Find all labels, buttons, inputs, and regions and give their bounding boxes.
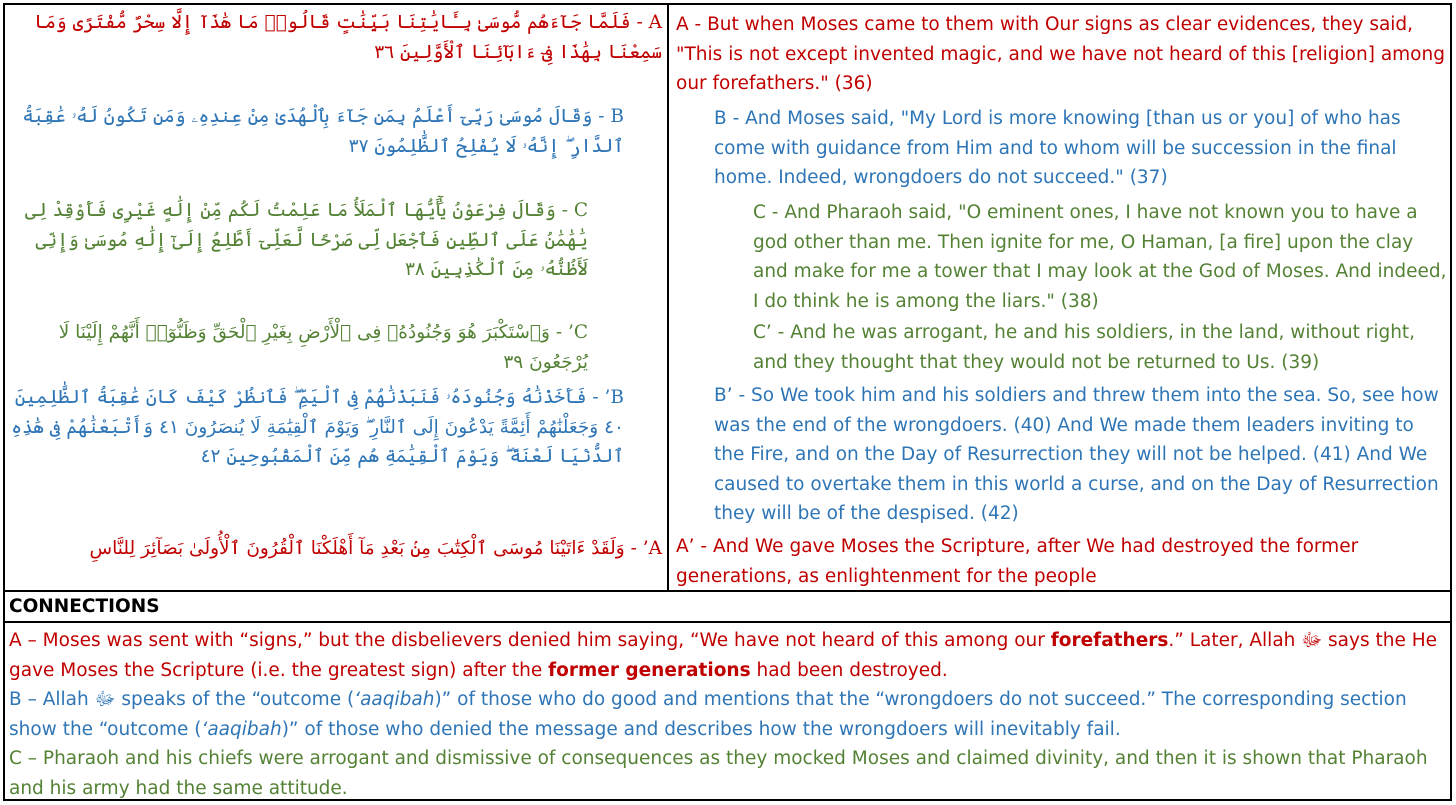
english-verse-a-prime: A’ - And We gave Moses the Scripture, after We had destroyed the former generations, as enlightenment for the people — [676, 536, 1359, 587]
english-verse-b-prime: B’ - So We took him and his soldiers and threw them into the sea. So, see how was the end of the wrongdoers. (40) And We made them leaders inviting to the Fire, and on the Day of Resurrection they will not be helped. (41) And We caused to overtake them in this world a curse, and on the Day of Resurrection they will be of the despised. (42) — [714, 385, 1439, 524]
arabic-verse-c-prime: C’ - وَٱسْتَكْبَرَ هُوَ وَجُنُودُهُۥ فِى ٱلْأَرْضِ بِغَيْرِ ٱلْحَقِّ وَظَنُّوٓا۟ أَنَّهُمْ إِلَيْنَا لَا يُرْجَعُونَ ٣٩ — [58, 322, 588, 373]
connection-b-italic-1: ‘aaqibah — [354, 689, 435, 710]
connection-a-text-1: A – Moses was sent with “signs,” but the disbelievers denied him saying, “We have not heard of this among our — [9, 630, 1051, 651]
connection-b-text-2: )” of those who do good and mentions that the “wrongdoers do not succeed.” The corresponding section show the “outcome ( — [9, 689, 1407, 740]
column-divider — [667, 3, 669, 591]
connection-a-bold-2: former generations — [548, 659, 751, 681]
arabic-verse-b-prime: B’ - فَأَخَذْنَٰهُ وَجُنُودَهُۥ فَنَبَذْنَٰهُمْ فِى ٱلْيَمِّ ۖ فَٱنظُرْ كَيْفَ كَانَ عَٰقِبَةُ ٱلظَّٰلِمِينَ ٤٠ وَجَعَلْنَٰهُمْ أَئِمَّةً يَدْعُونَ إِلَى ٱلنَّارِ ۖ وَيَوْمَ ٱلْقِيَٰمَةِ لَا يُنصَرُونَ ٤١ وَأَتْبَعْنَٰهُمْ فِى هَٰذِهِ ٱلدُّنْيَا لَعْنَةً ۖ وَيَوْمَ ٱلْقِيَٰمَةِ هُم مِّنَ ٱلْمَقْبُوحِينَ ٤٢ — [11, 387, 624, 467]
arabic-verse-a: A - فَلَمَّا جَآءَهُم مُّوسَىٰ بِـَٔايَٰتِنَا بَيِّنَٰتٍ قَالُوا۟ مَا هَٰذَآ إِلَّا سِحْرٌ مُّفْتَرًى وَمَا سَمِعْنَا بِهَٰذَا فِىٓ ءَابَآئِنَا ٱلْأَوَّلِينَ ٣٦ — [34, 12, 662, 63]
connection-b-italic-2: ‘aaqibah — [201, 718, 282, 740]
english-verse-a: A - But when Moses came to them with Our signs as clear evidences, they said, "This is not except invented magic, and we have not heard of this [religion] among our forefathers." (36) — [676, 14, 1445, 94]
connection-a-text-2: .” Later, Allah ﷻ says the He gave Moses the Scripture (i.e. the greatest sign) after the — [9, 630, 1438, 681]
arabic-verse-b: B - وَقَالَ مُوسَىٰ رَبِّىٓ أَعْلَمُ بِمَن جَآءَ بِٱلْهُدَىٰ مِنْ عِندِهِۦ وَمَن تَكُونُ لَهُۥ عَٰقِبَةُ ٱلدَّارِ ۖ إِنَّهُۥ لَا يُفْلِحُ ٱلظَّٰلِمُونَ ٣٧ — [22, 106, 624, 157]
connection-b — [9, 685, 1445, 744]
english-verse-c: C - And Pharaoh said, "O eminent ones, I have not known you to have a god other than me. Then ignite for me, O Haman, [a fire] upon the clay and make for me a tower that I may look at the God of Moses. And indeed, I do think he is among the liars." (38) — [753, 202, 1447, 312]
heading-divider — [3, 621, 1452, 623]
english-verse-b: B - And Moses said, "My Lord is more knowing [than us or you] of who has come with guidance from Him and to whom will be succession in the final home. Indeed, wrongdoers do not succeed." (37) — [714, 108, 1401, 188]
connection-a-bold-1: forefathers — [1050, 630, 1169, 651]
connection-b-text-1: B – Allah ﷻ speaks of the “outcome ( — [9, 689, 355, 710]
arabic-verse-a-prime: A’ - وَلَقَدْ ءَاتَيْنَا مُوسَى ٱلْكِتَٰبَ مِنۢ بَعْدِ مَآ أَهْلَكْنَا ٱلْقُرُونَ ٱلْأُولَىٰ بَصَآئِرَ لِلنَّاسِ — [89, 538, 662, 559]
connections-body — [9, 626, 1445, 803]
connections-heading: CONNECTIONS — [9, 596, 160, 617]
english-verse-c-prime: C’ - And he was arrogant, he and his soldiers, in the land, without right, and they thought that they would not be returned to Us. (39) — [753, 322, 1416, 373]
arabic-verse-c: C - وَقَالَ فِرْعَوْنُ يَٰٓأَيُّهَا ٱلْمَلَأُ مَا عَلِمْتُ لَكُم مِّنْ إِلَٰهٍ غَيْرِى فَأَوْقِدْ لِى يَٰهَٰمَٰنُ عَلَى ٱلطِّينِ فَٱجْعَل لِّى صَرْحًا لَّعَلِّىٓ أَطَّلِعُ إِلَىٰٓ إِلَٰهِ مُوسَىٰ وَإِنِّى لَأَظُنُّهُۥ مِنَ ٱلْكَٰذِبِينَ ٣٨ — [25, 200, 588, 280]
connection-c: C – Pharaoh and his chiefs were arrogant and dismissive of consequences as they mocked Moses and claimed divinity, and then it is shown that Pharaoh and his army had the same attitude. — [9, 748, 1428, 799]
connection-a — [9, 626, 1445, 685]
connection-a-text-3: had been destroyed. — [750, 659, 948, 681]
connection-b-text-3: )” of those who denied the message and describes how the wrongdoers will inevitably fail. — [281, 718, 1121, 740]
